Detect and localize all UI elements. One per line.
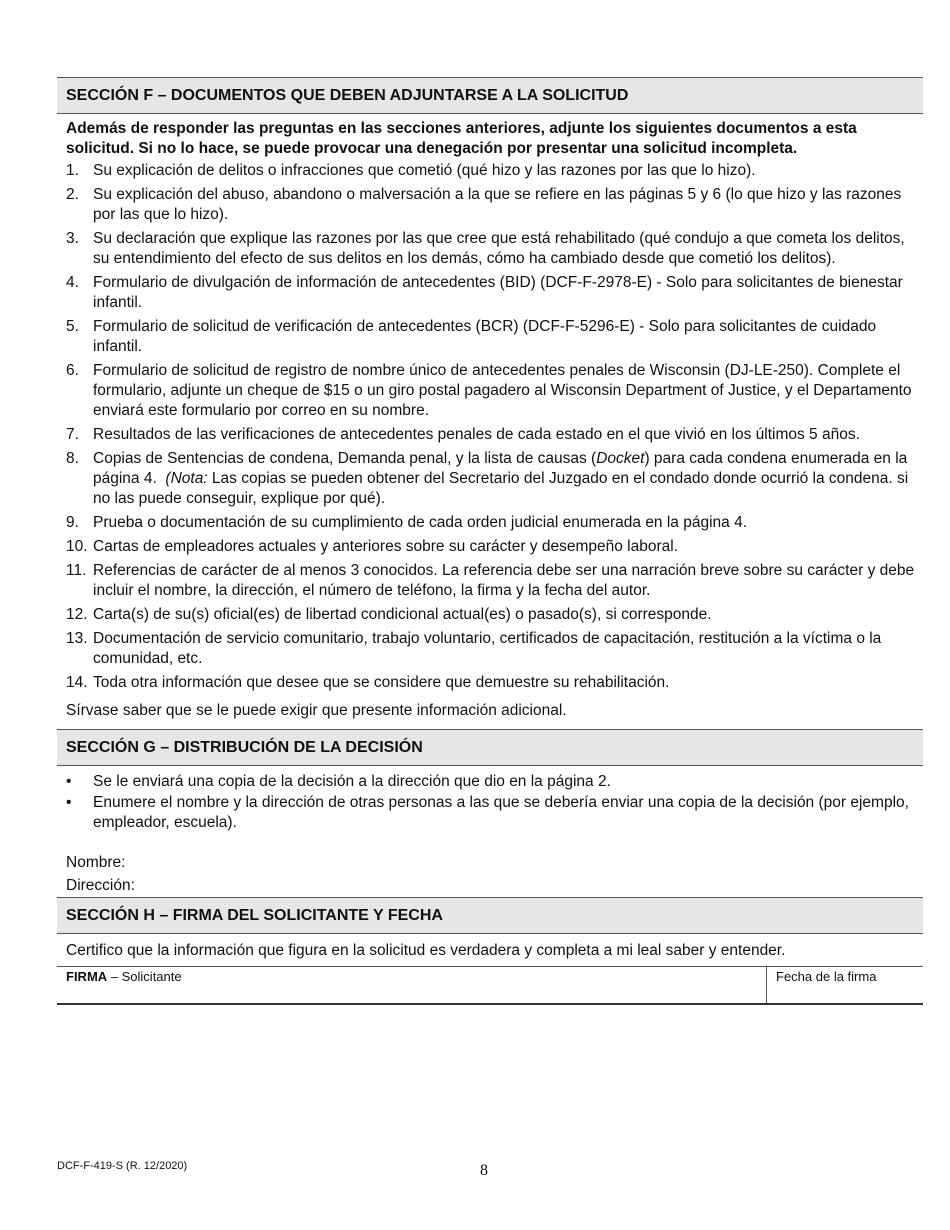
form-page bbox=[57, 77, 923, 1005]
list-item bbox=[66, 629, 923, 669]
address-field-label: Dirección: bbox=[66, 877, 135, 894]
item-text: Resultados de las verificaciones de antecedentes penales de cada estado en el que vivió en los últimos 5 años. bbox=[93, 426, 860, 443]
section-g-header: SECCIÓN G – DISTRIBUCIÓN DE LA DECISIÓN bbox=[57, 729, 923, 766]
section-h-header: SECCIÓN H – FIRMA DEL SOLICITANTE Y FECHA bbox=[57, 897, 923, 934]
list-item bbox=[66, 772, 923, 792]
item-text-a: Copias de Sentencias de condena, Demanda penal, y la lista de causas ( bbox=[93, 450, 597, 467]
distribution-bullets bbox=[57, 766, 923, 833]
list-item bbox=[66, 273, 923, 313]
list-item bbox=[66, 185, 923, 225]
item-text: Toda otra información que desee que se considere que demuestre su rehabilitación. bbox=[93, 674, 670, 691]
list-item bbox=[66, 673, 923, 693]
item-number: 14. bbox=[66, 674, 88, 691]
list-item bbox=[66, 317, 923, 357]
item-number: 4. bbox=[66, 274, 79, 291]
item-number: 12. bbox=[66, 606, 88, 623]
item-text: Carta(s) de su(s) oficial(es) de libertad condicional actual(es) o pasado(s), si corresponde. bbox=[93, 606, 712, 623]
item-number: 10. bbox=[66, 538, 88, 555]
item-text-c: Las copias se pueden obtener del Secretario del Juzgado en el condado donde ocurrió la condena. si no las puede conseguir, explique por qué). bbox=[93, 470, 909, 507]
list-item bbox=[66, 513, 923, 533]
item-text-b: ) para cada condena enumerada en la página 4. bbox=[93, 450, 912, 487]
list-item bbox=[66, 537, 923, 557]
item-number: 6. bbox=[66, 362, 79, 379]
item-text: Documentación de servicio comunitario, trabajo voluntario, certificados de capacitación, restitución a la víctima o la comunidad, etc. bbox=[93, 630, 882, 667]
list-item bbox=[66, 161, 923, 181]
list-item bbox=[66, 425, 923, 445]
item-number: 13. bbox=[66, 630, 88, 647]
item-text: Su declaración que explique las razones por las que cree que está rehabilitado (qué condujo a que cometa los delitos, su entendimiento del efecto de sus delitos en los demás, cómo ha cambiado desde que cometió los delitos). bbox=[93, 230, 905, 267]
note-label: (Nota: bbox=[165, 470, 208, 487]
name-field-label: Nombre: bbox=[66, 854, 126, 871]
item-text: Prueba o documentación de su cumplimiento de cada orden judicial enumerada en la página 4. bbox=[93, 514, 748, 531]
signature-date-field[interactable] bbox=[766, 967, 923, 1003]
item-text: Formulario de solicitud de verificación de antecedentes (BCR) (DCF-F-5296-E) - Solo para solicitantes de cuidado infantil. bbox=[93, 318, 877, 355]
list-item bbox=[66, 605, 923, 625]
signature-label-bold: FIRMA bbox=[66, 969, 108, 984]
item-number: 9. bbox=[66, 514, 79, 531]
list-item bbox=[66, 793, 923, 833]
item-text: Formulario de solicitud de registro de nombre único de antecedentes penales de Wisconsin (DJ-LE-250). Complete el formulario, adjunte un cheque de $15 o un giro postal pagadero al Wisconsin Department of Justice, y el Departamento enviará este formulario por correo en su nombre. bbox=[93, 362, 912, 419]
bullet-icon: • bbox=[66, 773, 72, 790]
item-text: Referencias de carácter de al menos 3 conocidos. La referencia debe ser una narración breve sobre su carácter y debe incluir el nombre, la dirección, el número de teléfono, la firma y la fecha del autor. bbox=[93, 562, 915, 599]
item-number: 1. bbox=[66, 162, 79, 179]
required-documents-list bbox=[57, 161, 923, 693]
additional-info-note: Sírvase saber que se le puede exigir que presente información adicional. bbox=[66, 702, 567, 719]
signature-label-rest: – Solicitante bbox=[107, 969, 182, 984]
item-text: Cartas de empleadores actuales y anteriores sobre su carácter y desempeño laboral. bbox=[93, 538, 679, 555]
item-number: 3. bbox=[66, 230, 79, 247]
item-number: 8. bbox=[66, 450, 79, 467]
item-text: Su explicación de delitos o infracciones que cometió (qué hizo y las razones por las que lo hizo). bbox=[93, 162, 756, 179]
item-text: Su explicación del abuso, abandono o malversación a la que se refiere en las páginas 5 y 6 (lo que hizo y las razones por las que lo hizo). bbox=[93, 186, 902, 223]
list-item bbox=[66, 449, 923, 509]
section-f-header: SECCIÓN F – DOCUMENTOS QUE DEBEN ADJUNTARSE A LA SOLICITUD bbox=[57, 77, 923, 114]
date-label: Fecha de la firma bbox=[776, 969, 877, 984]
item-text: Formulario de divulgación de información de antecedentes (BID) (DCF-F-2978-E) - Solo para solicitantes de bienestar infantil. bbox=[93, 274, 903, 311]
list-item bbox=[66, 561, 923, 601]
item-number: 5. bbox=[66, 318, 79, 335]
signature-field[interactable] bbox=[57, 967, 766, 1003]
item-number: 2. bbox=[66, 186, 79, 203]
page-number: 8 bbox=[480, 1162, 488, 1179]
docket-term: Docket bbox=[596, 450, 645, 467]
form-id: DCF-F-419-S (R. 12/2020) bbox=[57, 1160, 188, 1172]
list-item bbox=[66, 229, 923, 269]
section-f-intro: Además de responder las preguntas en las secciones anteriores, adjunte los siguientes documentos a esta solicitud. Si no lo hace, se puede provocar una denegación por presentar una solicitud incompleta. bbox=[66, 120, 857, 157]
certification-statement: Certifico que la información que figura en la solicitud es verdadera y completa a mi leal saber y entender. bbox=[57, 934, 923, 967]
bullet-icon: • bbox=[66, 794, 72, 811]
signature-row bbox=[57, 967, 923, 1005]
item-number: 11. bbox=[66, 562, 87, 579]
bullet-text: Enumere el nombre y la dirección de otras personas a las que se debería enviar una copia de la decisión (por ejemplo, empleador, escuela). bbox=[93, 794, 909, 831]
item-number: 7. bbox=[66, 426, 79, 443]
list-item bbox=[66, 361, 923, 421]
bullet-text: Se le enviará una copia de la decisión a la dirección que dio en la página 2. bbox=[93, 773, 611, 790]
